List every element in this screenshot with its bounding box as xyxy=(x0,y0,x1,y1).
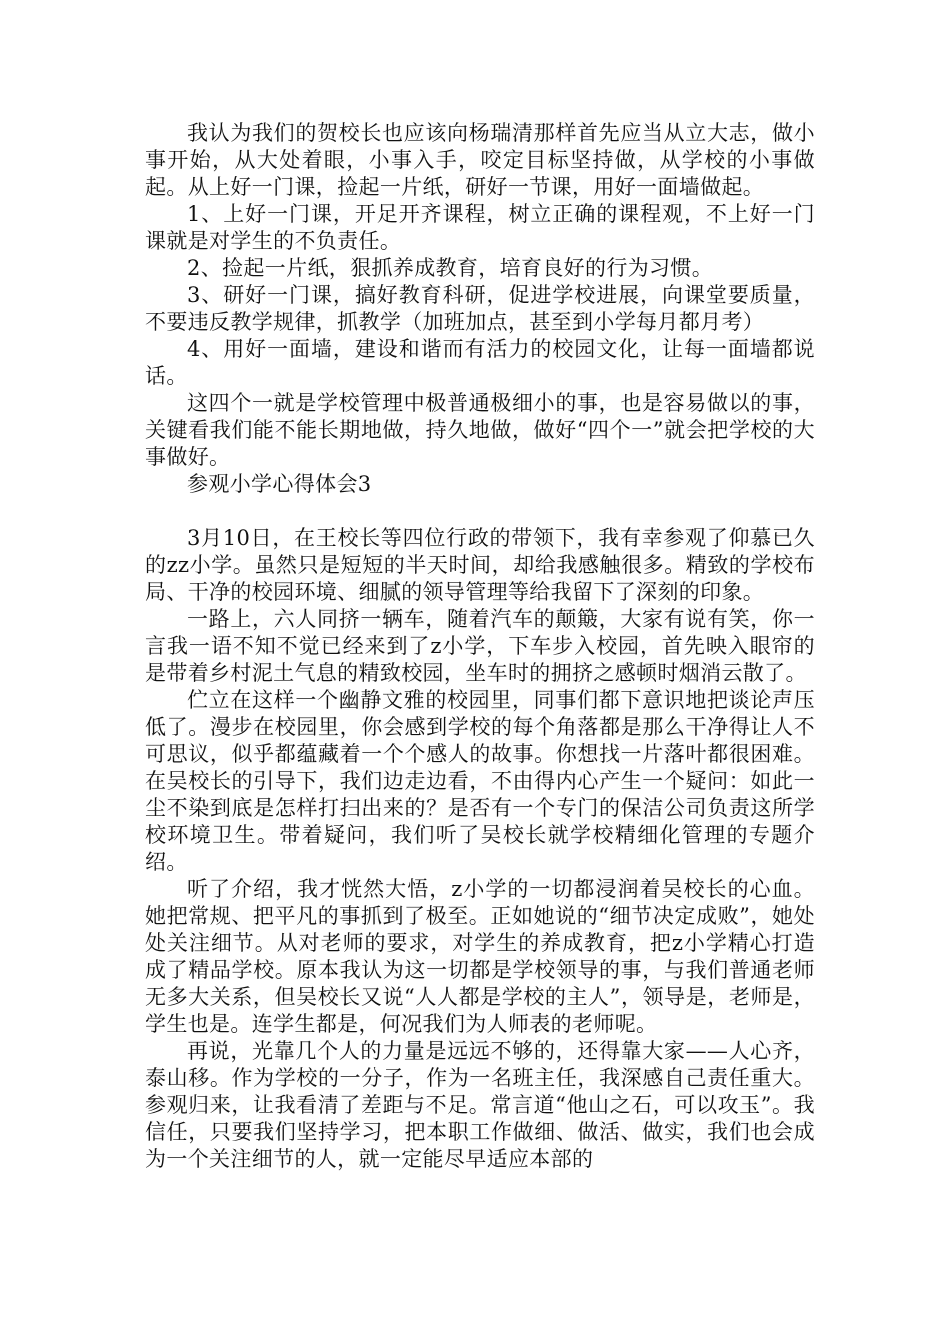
paragraph-introduction-talk: 听了介绍，我才恍然大悟，z小学的一切都浸润着吴校长的心血。她把常规、把平凡的事抓到了极至。正如她说的“细节决定成败”，她处处关注细节。从对老师的要求，对学生的养成教育，把z小学精心打造成了精品学校。原本我认为这一切都是学校领导的事，与我们普通老师无多大关系，但吴校长又说“人人都是学校的主人”，领导是，老师是，学生也是。连学生都是，何况我们为人师表的老师呢。 xyxy=(145,877,815,1036)
list-item-three: 3、研好一门课，搞好教育科研，促进学校进展，向课堂要质量，不要违反教学规律，抓教学（加班加点，甚至到小学每月都月考） xyxy=(145,283,815,334)
list-item-two: 2、捡起一片纸，狠抓养成教育，培育良好的行为习惯。 xyxy=(187,256,714,280)
list-item-four: 4、用好一面墙，建设和谐而有活力的校园文化，让每一面墙都说话。 xyxy=(145,337,815,388)
paragraph-visit-date: 3月10日，在王校长等四位行政的带领下，我有幸参观了仰慕已久的zz小学。虽然只是短短的半天时间，却给我感触很多。精致的学校布局、干净的校园环境、细腻的领导管理等给我留下了深刻的印象。 xyxy=(145,526,815,604)
section-heading: 参观小学心得体会3 xyxy=(187,472,372,496)
list-item-one: 1、上好一门课，开足开齐课程，树立正确的课程观，不上好一门课就是对学生的不负责任。 xyxy=(145,202,815,253)
paragraph-intro: 我认为我们的贺校长也应该向杨瑞清那样首先应当从立大志，做小事开始，从大处着眼，小事入手，咬定目标坚持做，从学校的小事做起。从上好一门课，捡起一片纸，研好一节课，用好一面墙做起。 xyxy=(145,121,815,199)
document-body xyxy=(145,120,815,1173)
paragraph-campus: 伫立在这样一个幽静文雅的校园里，同事们都下意识地把谈论声压低了。漫步在校园里，你会感到学校的每个角落都是那么干净得让人不可思议，似乎都蕴藏着一个个感人的故事。你想找一片落叶都很困难。在吴校长的引导下，我们边走边看，不由得内心产生一个疑问：如此一尘不染到底是怎样打扫出来的？是否有一个专门的保洁公司负责这所学校环境卫生。带着疑问，我们听了吴校长就学校精细化管理的专题介绍。 xyxy=(145,688,815,874)
paragraph-journey: 一路上，六人同挤一辆车，随着汽车的颠簸，大家有说有笑，你一言我一语不知不觉已经来到了z小学，下车步入校园，首先映入眼帘的是带着乡村泥土气息的精致校园，坐车时的拥挤之感顿时烟消云散了。 xyxy=(145,607,815,685)
paragraph-summary: 这四个一就是学校管理中极普通极细小的事，也是容易做以的事，关键看我们能不能长期地做，持久地做，做好“四个一”就会把学校的大事做好。 xyxy=(145,391,815,469)
paragraph-reflection: 再说，光靠几个人的力量是远远不够的，还得靠大家——人心齐，泰山移。作为学校的一分子，作为一名班主任，我深感自己责任重大。参观归来，让我看清了差距与不足。常言道“他山之石，可以攻玉”。我信任，只要我们坚持学习，把本职工作做细、做活、做实，我们也会成为一个关注细节的人，就一定能尽早适应本部的 xyxy=(145,1039,815,1171)
